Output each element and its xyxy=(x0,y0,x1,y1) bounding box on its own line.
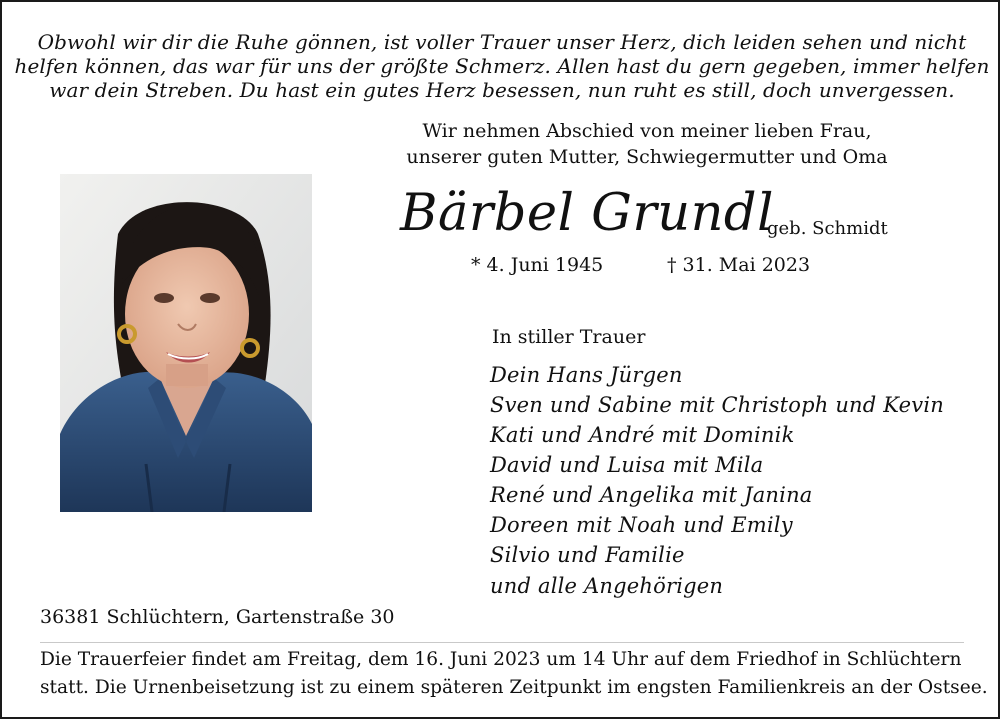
deceased-name: Bärbel Grundl xyxy=(400,184,774,243)
funeral-info-line-1: Die Trauerfeier findet am Freitag, dem 16. Juni 2023 um 14 Uhr auf dem Friedhof in Schlüchtern xyxy=(40,649,962,670)
mourner-line: René und Angelika mit Janina xyxy=(490,483,813,507)
portrait-photo xyxy=(60,174,312,512)
mourner-line: Dein Hans Jürgen xyxy=(490,363,683,387)
mourner-line: David und Luisa mit Mila xyxy=(490,453,764,477)
mourner-line: Doreen mit Noah und Emily xyxy=(490,513,793,537)
portrait-image xyxy=(60,174,312,512)
mourners-heading: In stiller Trauer xyxy=(492,326,646,348)
birth-date: * 4. Juni 1945 xyxy=(471,254,604,276)
family-address: 36381 Schlüchtern, Gartenstraße 30 xyxy=(40,606,395,628)
mourner-line: und alle Angehörigen xyxy=(490,574,724,598)
funeral-info-line-2: statt. Die Urnenbeisetzung ist zu einem späteren Zeitpunkt im engsten Familienkreis an der Ostsee. xyxy=(40,677,988,698)
maiden-name: geb. Schmidt xyxy=(767,218,888,239)
mourner-line: Kati und André mit Dominik xyxy=(490,423,795,447)
intro-line-1: Wir nehmen Abschied von meiner lieben Frau, xyxy=(422,120,872,142)
intro-line-2: unserer guten Mutter, Schwiegermutter und Oma xyxy=(406,146,888,168)
poem-line-2: helfen können, das war für uns der größte Schmerz. Allen hast du gern gegeben, immer helfen xyxy=(14,54,990,78)
poem-line-3: war dein Streben. Du hast ein gutes Herz besessen, nun ruht es still, doch unvergessen. xyxy=(49,78,955,102)
mourner-line: Sven und Sabine mit Christoph und Kevin xyxy=(490,393,944,417)
mourner-line: Silvio und Familie xyxy=(490,543,685,567)
divider xyxy=(40,642,964,643)
death-date: † 31. Mai 2023 xyxy=(667,254,811,276)
poem-line-1: Obwohl wir dir die Ruhe gönnen, ist voller Trauer unser Herz, dich leiden sehen und nicht xyxy=(37,30,967,54)
